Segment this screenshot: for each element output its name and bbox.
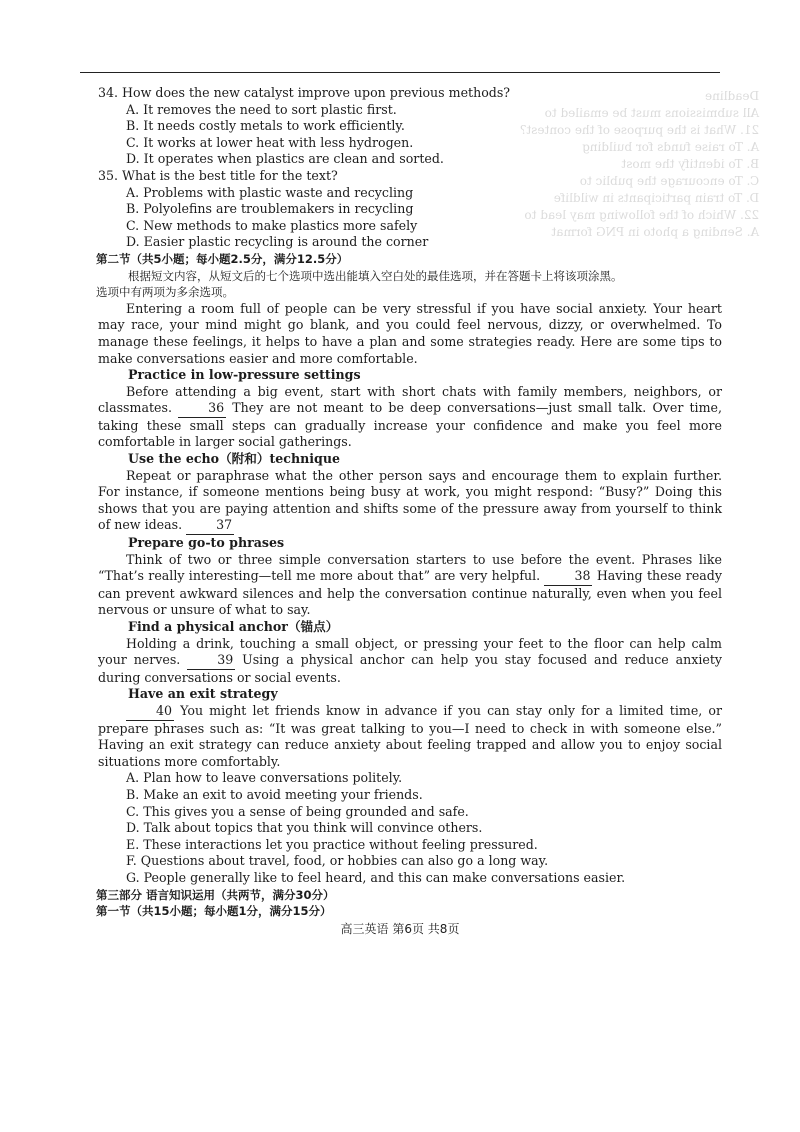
heading-practice: Practice in low-pressure settings [128,367,361,383]
paragraph-practice-text-1: Before attending a big event, start with short chats with family members, neighbors, or classmates. [98,383,722,416]
paragraph-practice [98,384,722,451]
blank-39: 39 [187,652,235,670]
q35-option-a: A. Problems with plastic waste and recycling [126,184,414,200]
paragraph-anchor-text-1: Holding a drink, touching a small object, or pressing your feet to the floor can help calm your nerves. [98,635,722,668]
paragraph-phrases [98,552,722,619]
q34-option-a: A. It removes the need to sort plastic first. [126,101,397,117]
paragraph-practice-text-2: They are not meant to be deep conversations—just small talk. Over time, taking these small steps can gradually increase your confidence and make you feel more comfortable in larger social gatherings. [98,400,722,450]
q35-option-b: B. Polyolefins are troublemakers in recycling [126,201,414,217]
choice-a: A. Plan how to leave conversations politely. [126,770,403,786]
heading-phrases: Prepare go-to phrases [128,535,285,551]
section-2-title: 第二节（共5小题；每小题2.5分，满分12.5分） [96,251,349,266]
heading-exit: Have an exit strategy [128,686,278,702]
paragraph-echo [98,468,722,535]
question-34-stem: 34. How does the new catalyst improve upon previous methods? [98,85,511,100]
paragraph-phrases-text-1: Think of two or three simple conversation starters to use before the event. Phrases like “That’s really interesting—tell me more about that” are very helpful. [98,551,722,584]
choice-f: F. Questions about travel, food, or hobbies can also go a long way. [126,853,549,869]
bleed-through: Deadline All submissions must be emailed to 21. What is the purpose of the contest? A. To raise funds for building B. To identify the most C. To encourage the public to D. To train participants in wildlife 22. Which of the following may lead to A. Sending a photo in PNG format [520,89,760,239]
top-rule [80,72,720,73]
page-footer: 高三英语 第6页 共8页 [340,922,460,936]
choice-g: G. People generally like to feel heard, and this can make conversations easier. [126,869,626,885]
blank-36: 36 [178,400,226,418]
q35-option-d: D. Easier plastic recycling is around the corner [126,234,429,250]
heading-echo: Use the echo（附和）technique [128,451,341,467]
blank-37: 37 [186,517,234,535]
question-35-stem: 35. What is the best title for the text? [98,167,338,183]
q34-option-b: B. It needs costly metals to work efficiently. [126,118,405,134]
blank-40: 40 [126,703,174,721]
section-3-title: 第三部分 语言知识运用（共两节，满分30分） [96,887,335,902]
exam-page [98,85,722,920]
section-3-subtitle: 第一节（共15小题；每小题1分，满分15分） [96,904,332,919]
q34-option-c: C. It works at lower heat with less hydrogen. [126,134,414,150]
section-2-instruction: 根据短文内容，从短文后的七个选项中选出能填入空白处的最佳选项，并在答题卡上将该项涂黑。 [128,268,623,283]
q35-option-c: C. New methods to make plastics more safely [126,217,418,233]
blank-38: 38 [544,568,592,586]
choice-c: C. This gives you a sense of being grounded and safe. [126,803,469,819]
choice-b: B. Make an exit to avoid meeting your friends. [126,786,423,802]
paragraph-anchor-text-2: Using a physical anchor can help you stay focused and reduce anxiety during conversations or social events. [98,652,722,685]
q34-option-d: D. It operates when plastics are clean and sorted. [126,151,444,167]
paragraph-echo-text: Repeat or paraphrase what the other person says and encourage them to explain further. For instance, if someone mentions being busy at work, you might respond: “Busy?” Doing this shows that you are paying attention and shifts some of the pressure away from yourself to think of new ideas. [98,467,722,533]
paragraph-phrases-text-2: Having these ready can prevent awkward silences and help the conversation continue naturally, even when you feel nervous or unsure of what to say. [98,568,722,618]
heading-anchor: Find a physical anchor（锚点） [128,619,339,634]
paragraph-exit-text: You might let friends know in advance if you can stay only for a limited time, or prepare phrases such as: “It was great talking to you—I need to check in with someone else.” Having an exit strategy can reduce anxiety about feeling trapped and allow you to enjoy social situations more comfortably. [98,702,722,769]
paragraph-exit [98,703,722,770]
passage-intro: Entering a room full of people can be very stressful if you have social anxiety. Your heart may race, your mind might go blank, and you could feel nervous, dizzy, or overwhelmed. To manage these feelings, it helps to have a plan and some strategies ready. Here are some tips to make conversations easier and more comfortable. [98,300,722,366]
choice-d: D. Talk about topics that you think will convince others. [126,820,483,836]
choice-e: E. These interactions let you practice without feeling pressured. [126,836,538,852]
paragraph-anchor [98,636,722,687]
section-2-instruction-note: 选项中有两项为多余选项。 [96,285,234,300]
